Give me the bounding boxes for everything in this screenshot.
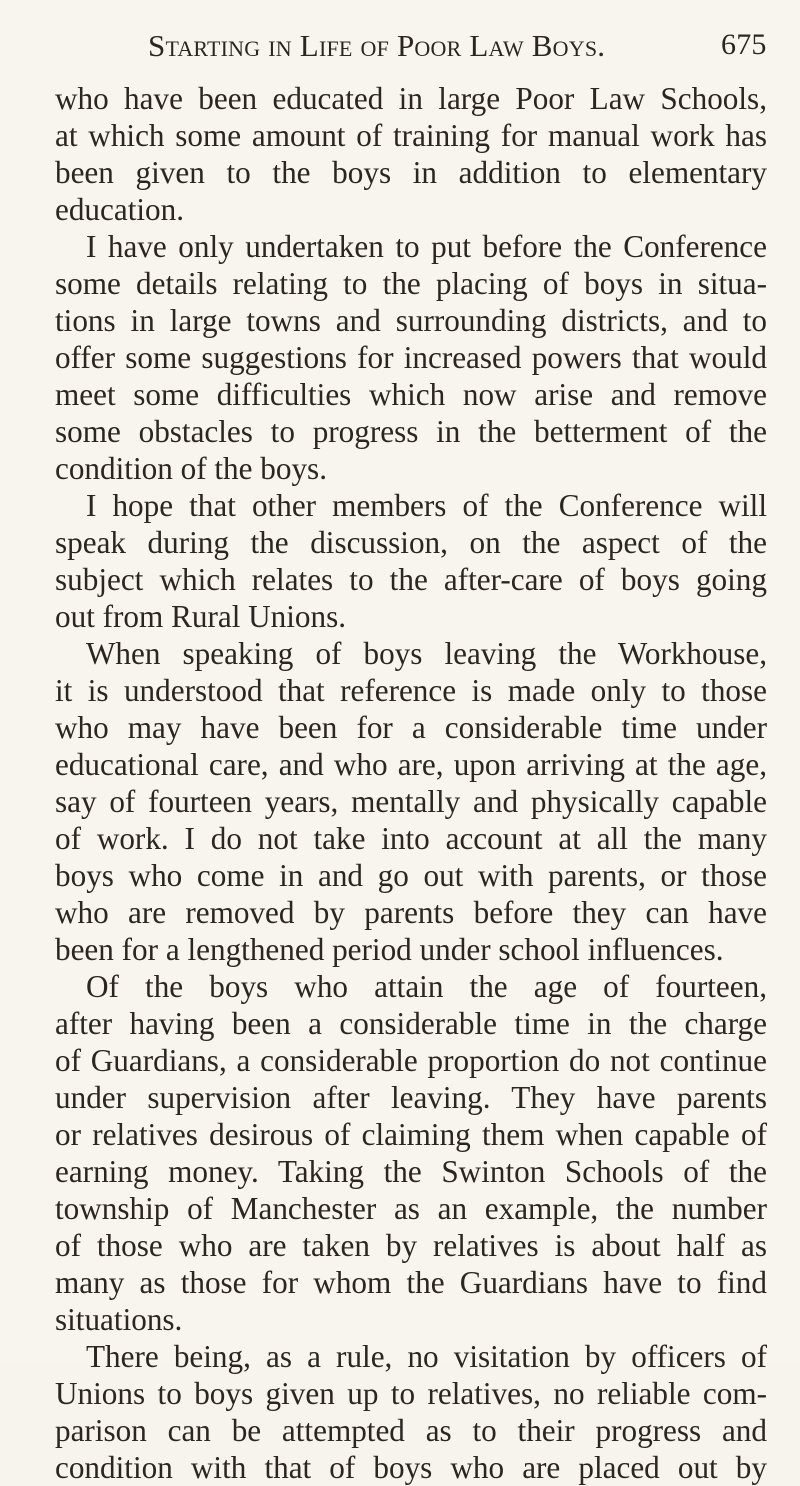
paragraph-start-line: When speaking of boys leaving the Workhouse, <box>86 636 767 671</box>
text-line: say of fourteen years, mentally and physically capable <box>55 784 767 819</box>
text-line: parison can be attempted as to their progress and <box>55 1413 767 1448</box>
text-line: some details relating to the placing of boys in situa- <box>55 266 767 301</box>
text-line: who have been educated in large Poor Law Schools, <box>55 81 767 116</box>
running-title: Starting in Life of Poor Law Boys. <box>148 28 606 63</box>
text-line: township of Manchester as an example, the number <box>55 1191 767 1226</box>
body-text <box>55 80 767 1486</box>
text-line: meet some difficulties which now arise and remove <box>55 377 767 412</box>
page-number: 675 <box>721 28 767 61</box>
text-line: education. <box>55 192 185 227</box>
text-line: at which some amount of training for manual work has <box>55 118 767 153</box>
text-line: subject which relates to the after-care of boys going <box>55 562 767 597</box>
text-line: offer some suggestions for increased powers that would <box>55 340 767 375</box>
text-line: out from Rural Unions. <box>55 599 347 634</box>
text-line: who are removed by parents before they can have <box>55 895 767 930</box>
text-line: condition of the boys. <box>55 451 327 486</box>
paragraph-start-line: There being, as a rule, no visitation by officers of <box>86 1339 767 1374</box>
text-line: many as those for whom the Guardians have to find <box>55 1265 767 1300</box>
text-line: situations. <box>55 1302 183 1337</box>
text-line: under supervision after leaving. They have parents <box>55 1080 767 1115</box>
text-line: condition with that of boys who are placed out by <box>55 1450 767 1485</box>
text-line: been given to the boys in addition to elementary <box>55 155 767 190</box>
text-line: of work. I do not take into account at all the many <box>55 821 767 856</box>
running-head <box>148 28 767 72</box>
text-line: of Guardians, a considerable proportion do not continue <box>55 1043 767 1078</box>
text-line: been for a lengthened period under school influences. <box>55 932 724 967</box>
text-line: who may have been for a considerable time under <box>55 710 767 745</box>
paragraph-start-line: I hope that other members of the Conference will <box>86 488 767 523</box>
text-line: educational care, and who are, upon arriving at the age, <box>55 747 767 782</box>
text-line: of those who are taken by relatives is about half as <box>55 1228 767 1263</box>
text-line: earning money. Taking the Swinton Schools of the <box>55 1154 767 1189</box>
text-line: boys who come in and go out with parents, or those <box>55 858 767 893</box>
text-line: it is understood that reference is made only to those <box>55 673 767 708</box>
text-line: or relatives desirous of claiming them when capable of <box>55 1117 767 1152</box>
text-line: speak during the discussion, on the aspect of the <box>55 525 767 560</box>
text-line: Unions to boys given up to relatives, no reliable com- <box>55 1376 767 1411</box>
text-line: some obstacles to progress in the betterment of the <box>55 414 767 449</box>
text-line: after having been a considerable time in the charge <box>55 1006 767 1041</box>
paragraph-start-line: Of the boys who attain the age of fourteen, <box>86 969 767 1004</box>
paragraph-start-line: I have only undertaken to put before the Conference <box>86 229 767 264</box>
text-line: tions in large towns and surrounding districts, and to <box>55 303 767 338</box>
